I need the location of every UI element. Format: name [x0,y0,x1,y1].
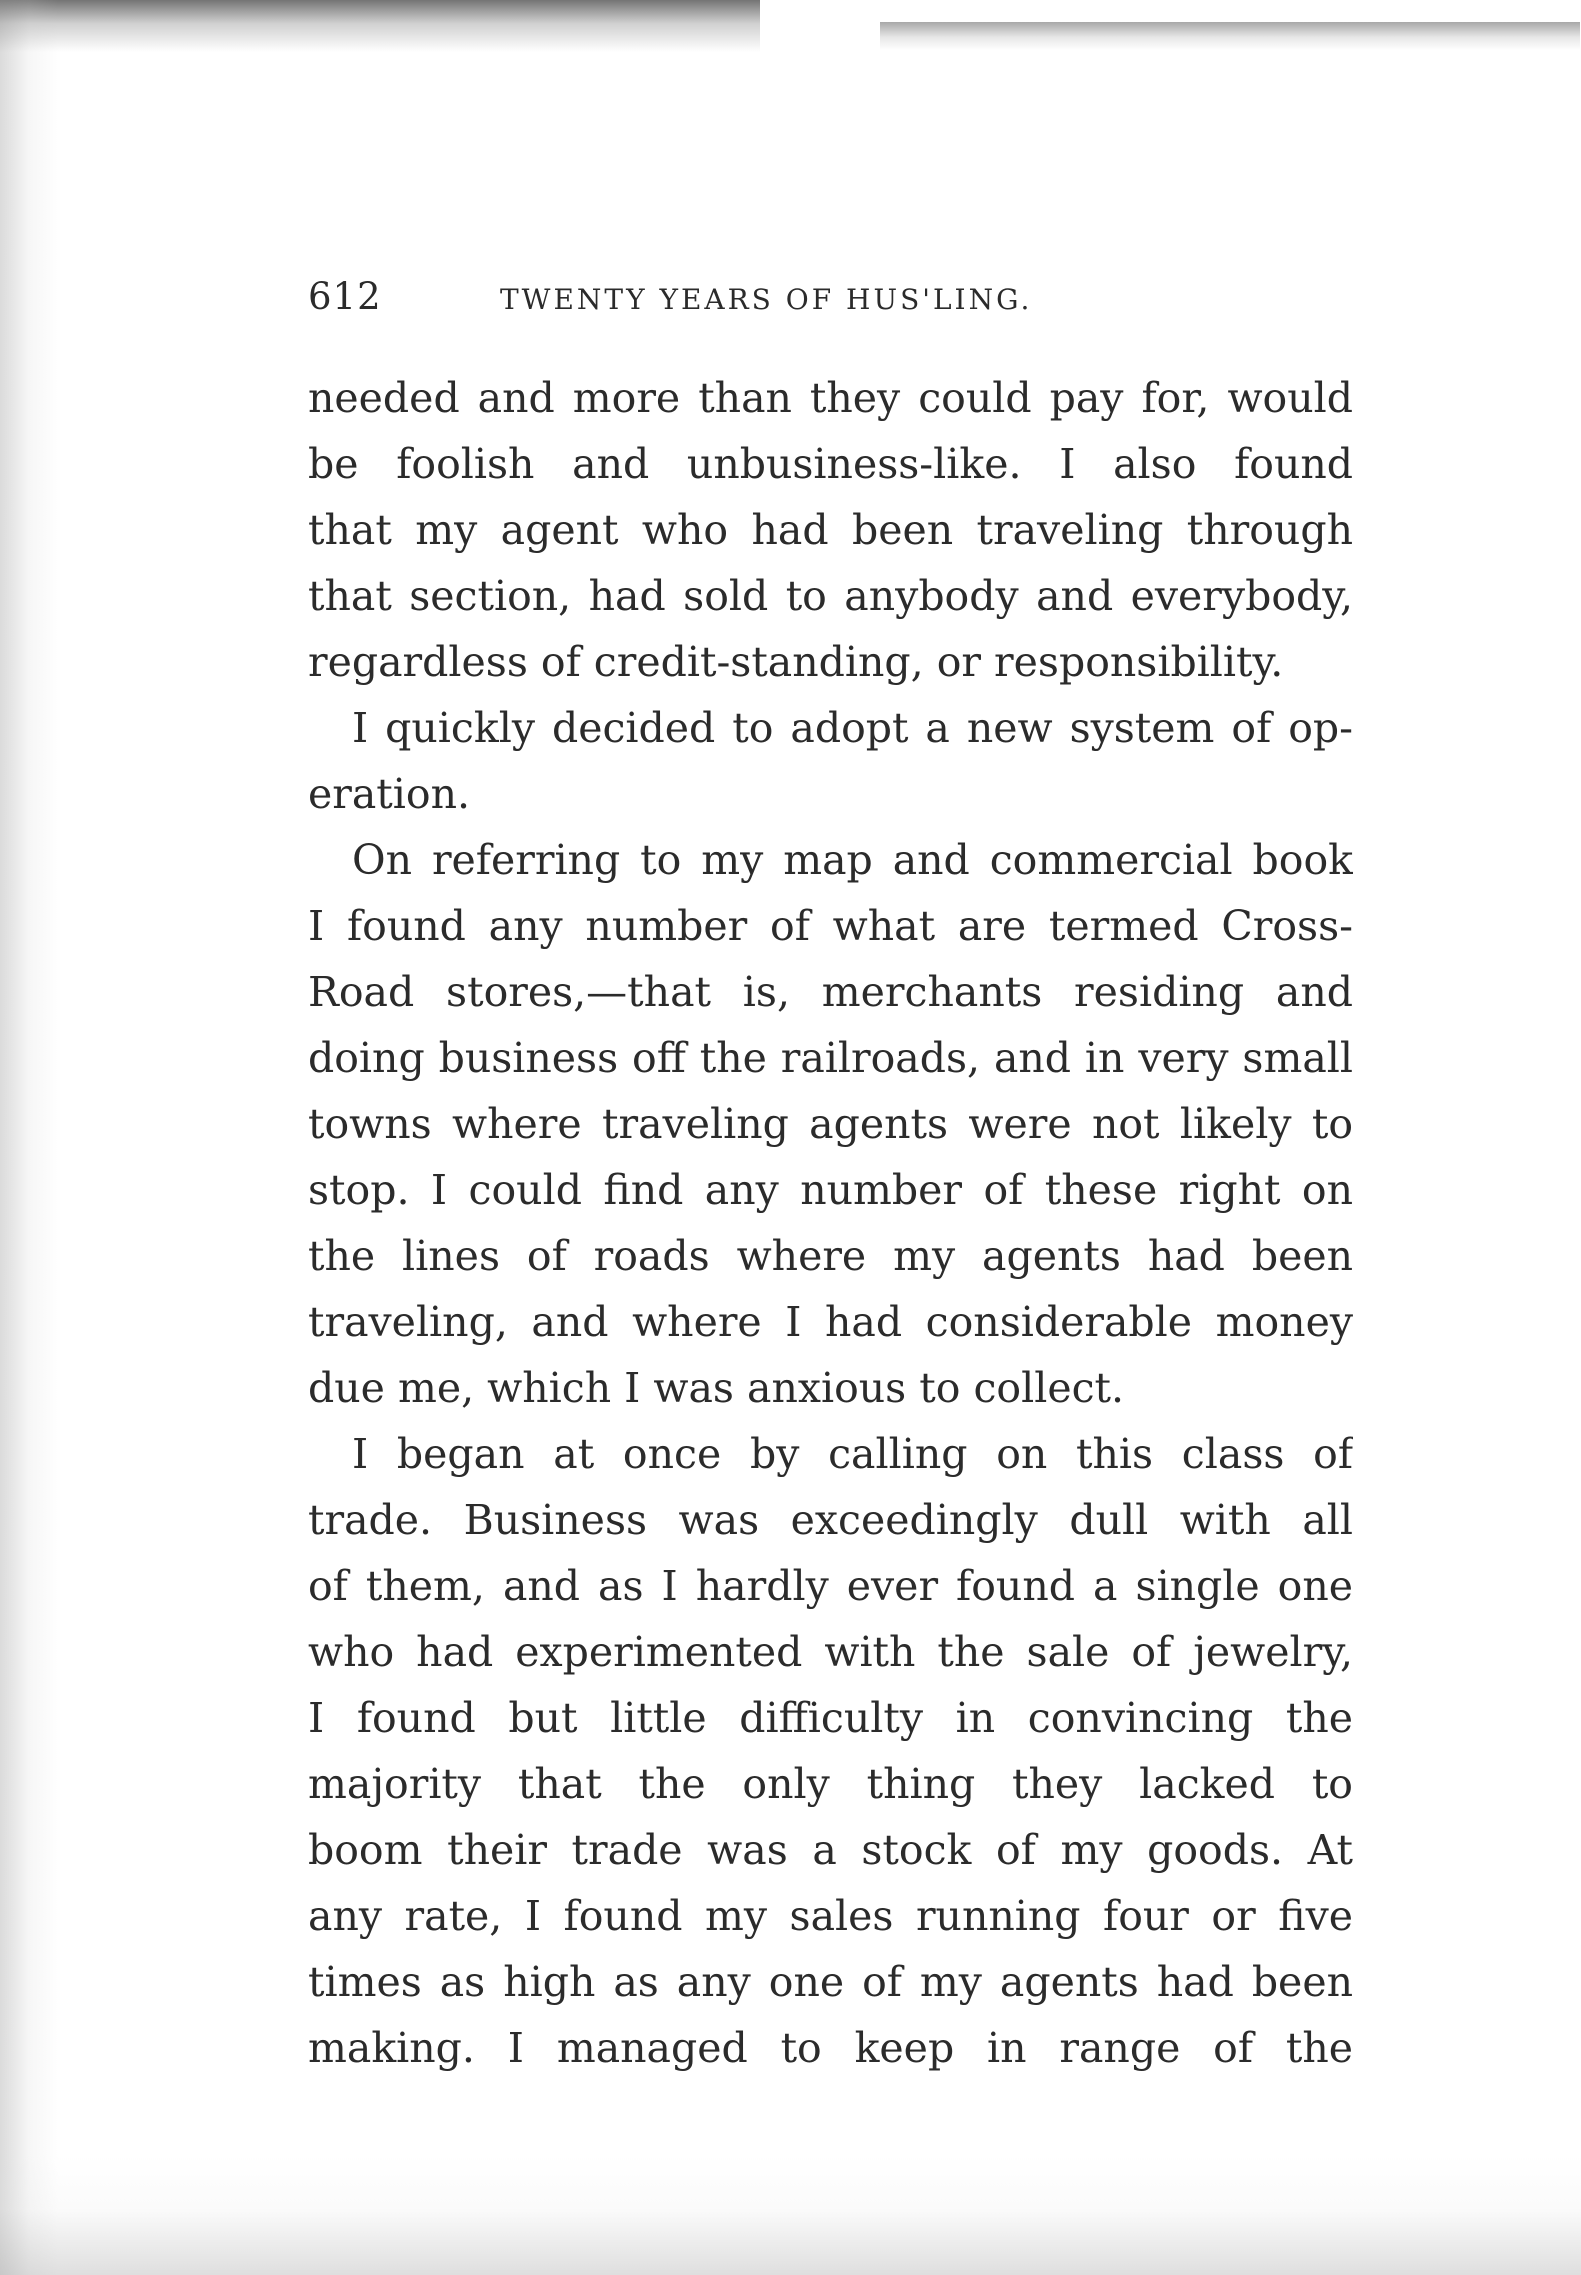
text-line: traveling, and where I had considerable money [308,1298,1353,1346]
text-line: doing business off the railroads, and in very small [308,1034,1353,1082]
paragraph-start-line: I began at once by calling on this class of [352,1430,1353,1478]
text-line: majority that the only thing they lacked to [308,1760,1353,1808]
text-line: making. I managed to keep in range of the [308,2024,1353,2072]
text-line: needed and more than they could pay for, would [308,374,1353,422]
scan-shadow-bottom [0,2155,1581,2275]
text-line: I found any number of what are termed Cross- [308,902,1353,950]
text-line: trade. Business was exceedingly dull with all [308,1496,1353,1544]
page-number: 612 [308,275,382,318]
text-line: any rate, I found my sales running four or five [308,1892,1353,1940]
scan-shadow-left-edge [0,0,58,2275]
text-line: times as high as any one of my agents had been [308,1958,1353,2006]
text-line: the lines of roads where my agents had been [308,1232,1353,1280]
text-line: I found but little difficulty in convincing the [308,1694,1353,1742]
text-line: boom their trade was a stock of my goods. At [308,1826,1353,1874]
page-header [308,275,1248,325]
text-line: due me, which I was anxious to collect. [308,1364,1125,1412]
paragraph-start-line: On referring to my map and commercial book [352,836,1353,884]
text-line: stop. I could find any number of these right on [308,1166,1353,1214]
text-line: of them, and as I hardly ever found a single one [308,1562,1353,1610]
scan-shadow-top-left [0,0,760,52]
text-line: who had experimented with the sale of jewelry, [308,1628,1353,1676]
running-title: TWENTY YEARS OF HUS'LING. [500,283,1033,316]
text-line: regardless of credit-standing, or responsibility. [308,638,1284,686]
text-line: towns where traveling agents were not likely to [308,1100,1353,1148]
text-line: that my agent who had been traveling through [308,506,1353,554]
body-text [308,365,1353,2081]
text-line: be foolish and unbusiness-like. I also found [308,440,1353,488]
text-line: that section, had sold to anybody and everybody, [308,572,1353,620]
paragraph-start-line: I quickly decided to adopt a new system of op- [352,704,1353,752]
scan-shadow-top-right [880,22,1580,50]
text-line: Road stores,—that is, merchants residing and [308,968,1353,1016]
text-line: eration. [308,770,471,818]
